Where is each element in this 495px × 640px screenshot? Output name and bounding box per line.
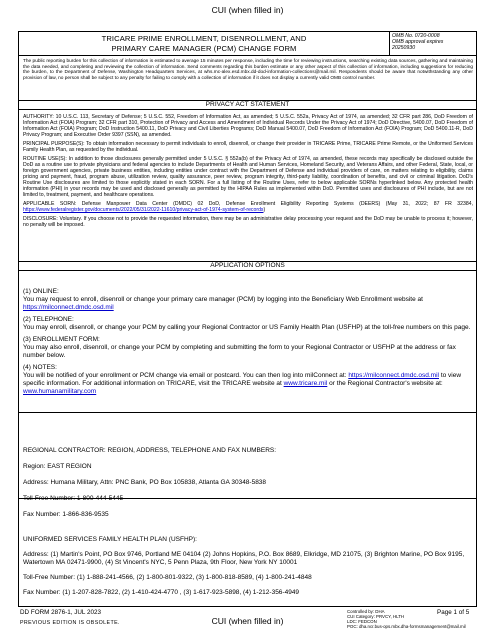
notes-milconnect-link[interactable]: https://milconnect.dmdc.osd.mil: [348, 372, 439, 379]
omb-box: [389, 32, 476, 55]
sorn-end: ): [263, 207, 266, 213]
authority-paragraph: AUTHORITY: 10 U.S.C. 113, Secretary of Defense; 5 U.S.C. 552, Freedom of Information Act, as amended; 5 U.S.C. 552a, Privacy Act of 1974, as amended; 32 CFR part 286, DoD Freedom of Information Act (FOIA) Program; 32 CFR part 310, Protection of Privacy and Access and Amendment of Individual Records Under the Privacy Act of 1974; DoD Directive, 5400.07, DoD Freedom of Information Act (FOIA) Program; DoD Instruction 5400.11, DoD Privacy and Civil Liberties Programs; DoD Manual 5400.07, DoD Freedom of Information Act (FOIA) Program; DoD 5400.11-R, DoD Privacy Program; and Executive Order 9397 (SSN), as amended.: [23, 114, 473, 138]
online-paragraph: [23, 296, 473, 312]
cui-category: CUI Category: PRVCY, HLTH: [347, 614, 405, 619]
online-text: You may request to enroll, disenroll or change your primary care manager (PCM) by logging into the Beneficiary Web Enrollment website at: [23, 296, 423, 303]
poc: POC: dha.ncr.bus-ops.mbx.dha-formsmanagement@mail.mil: [347, 624, 466, 629]
privacy-act-heading: PRIVACY ACT STATEMENT: [19, 100, 476, 110]
humana-military-link[interactable]: www.humanamilitary.com: [23, 388, 97, 395]
notes-heading: (4) NOTES:: [23, 364, 57, 371]
enrollment-form-paragraph: You may also enroll, disenroll, or change your PCM by completing and submitting the form to your Regional Contractor or USFHP at the address or fax number below.: [23, 344, 456, 359]
omb-number: OMB No. 0720-0008: [392, 33, 440, 39]
notes-text-1: You will be notified of your enrollment or PCM change via email or postcard. You can then log into milConnect at:: [23, 372, 347, 379]
regional-address: Address: Humana Military, Attn: PNC Bank, PO Box 105838, Atlanta GA 30348-5838: [23, 479, 267, 486]
omb-expires-date: 20250930: [392, 45, 416, 51]
notes-paragraph: [23, 372, 473, 396]
burden-statement: The public reporting burden for this collection of information is estimated to average 15 minutes per response, including the time for reviewing instructions, searching existing data sources, gathering and maintaining the data needed, and completing and reviewing the collection of information. Send comments regarding this burden estimate or any other aspect of this collection of information, including suggestions for reducing the burden, to the Department of Defense, Washington Headquarters Services, at whs.mc-alex.esd.mbx.dd-dod-information-collections@mail.mil. Respondents should be aware that notwithstanding any other provision of law, no person shall be subject to any penalty for failing to comply with a collection of information if it does not display a currently valid OMB control number.: [23, 59, 473, 81]
form-frame: [18, 31, 477, 607]
usfhp-fax: Fax Number: (1) 1-207-828-7822, (2) 1-410-424-4770 , (3) 1-617-923-5898, (4) 1-212-356-4949: [23, 589, 300, 596]
usfhp-heading: UNIFORMED SERVICES FAMILY HEALTH PLAN (USFHP):: [23, 536, 197, 543]
form-title-row: [19, 32, 476, 56]
routine-uses-paragraph: ROUTINE USE(S): In addition to those disclosures generally permitted under 5 U.S.C. § 552a(b) of the Privacy Act of 1974, as amended, these records may specifically be disclosed outside the DoD as a routine use to private physicians and federal agencies to include Departments of Health and Human Services, Homeland Security, and Veterans Affairs, and other Federal, State, local, or foreign government agencies, private business entities, including entities under contract with the Department of Defense and individual providers of care, on matters relating to eligibility, claims pricing and payment, fraud, program abuse, utilization review, quality assurance, peer review, program integrity, third-party liability, coordination of benefits, and civil or criminal litigation. DoD's Routine Use disclosures are limited to those explicitly stated in each SORN. For a full listing of the Routine Uses, refer to below applicable SORNs hyperlinked below. Any protected health information (PHI) in your records may be used and disclosed generally as permitted by the HIPAA Rules as implemented within DoD. Permitted uses and disclosures of PHI include, but are not limited to, treatment, payment, and healthcare operations.: [23, 156, 473, 198]
tricare-link[interactable]: www.tricare.mil: [283, 380, 328, 387]
section-divider-1: [19, 412, 476, 413]
usfhp-section: [23, 536, 473, 604]
notes-text-3: or the Regional Contractor's website at:: [329, 380, 443, 387]
page-number: Page 1 of 5: [437, 609, 470, 616]
application-options-section: [23, 284, 473, 397]
form-number: DD FORM 2876-1, JUL 2023: [20, 609, 101, 616]
cui-marking-top: CUI (when filled in): [211, 5, 284, 15]
section-divider-2: [19, 498, 476, 499]
omb-expires-label: OMB approval expires: [392, 39, 444, 45]
form-title-line-2: PRIMARY CARE MANAGER (PCM) CHANGE FORM: [111, 44, 297, 53]
purpose-paragraph: PRINCIPAL PURPOSE(S): To obtain information necessary to permit individuals to enroll, disenroll, or change their provider in TRICARE Prime, TRICARE Prime Remote, or the Uniformed Services Family Health Plan, as requested by the individual.: [23, 141, 473, 153]
notes-text-2: to view specific information. For additional information on TRICARE, visit the TRICARE website at: [23, 372, 462, 387]
milconnect-link[interactable]: https://milconnect.dmdc.osd.mil: [23, 304, 114, 311]
regional-fax: Fax Number: 1-866-836-9535: [23, 511, 109, 518]
usfhp-address: Address: (1) Martin's Point, PO Box 9746, Portland ME 04104 (2) Johns Hopkins, P.O. Box 8689, Elkridge, MD 21075, (3) Brighton Marine, PO Box 9195, Watertown MA 02471-9900, (4) St Vincent's NYC, 5 Penn Plaza, 9th Floor, New York NY 10001: [23, 551, 465, 566]
cui-marking-bottom: CUI (when filled in): [211, 616, 284, 626]
enrollment-form-heading: (3) ENROLLMENT FORM:: [23, 336, 100, 343]
application-options-heading: APPLICATION OPTIONS: [19, 261, 476, 271]
sorn-link[interactable]: https://www.federalregister.gov/documents/2022/05/31/2022-11610/privacy-act-of-1974-system-of-records: [23, 207, 264, 213]
regional-contractor-heading: REGIONAL CONTRACTOR: REGION, ADDRESS, TELEPHONE AND FAX NUMBERS:: [23, 447, 277, 454]
sorn-paragraph: [23, 201, 473, 213]
telephone-paragraph: You may enroll, disenroll, or change your PCM by calling your Regional Contractor or US Family Health Plan (USFHP) at the toll-free numbers on this page.: [23, 324, 471, 331]
sorn-text: APPLICABLE SORN: Defense Manpower Data Center (DMDC) 02 DoD, Defense Enrollment Eligibility Reporting Systems (DEERS) (May 31, 2022; 87 FR 32384,: [23, 201, 473, 207]
usfhp-toll-free: Toll-Free Number: (1) 1-888-241-4566, (2) 1-800-801-9322, (3) 1-800-818-8589, (4) 1-800-241-4848: [23, 574, 312, 581]
form-title-line-1: TRICARE PRIME ENROLLMENT, DISENROLLMENT, AND: [101, 34, 307, 43]
region-text: Region: EAST REGION: [23, 463, 92, 470]
online-heading: (1) ONLINE:: [23, 288, 59, 295]
form-title: [19, 34, 389, 54]
edition-notice: PREVIOUS EDITION IS OBSOLETE.: [20, 620, 120, 626]
ldc: LDC: FEDCON: [347, 619, 377, 624]
disclosure-paragraph: DISCLOSURE: Voluntary. If you choose not to provide the requested information, there may be an administrative delay processing your request and the DoD may be unable to process it; however, no penalty will be imposed.: [23, 216, 473, 228]
regional-toll-free: Toll-Free Number: 1-800-444-5445: [23, 495, 124, 502]
privacy-act-section: [23, 114, 473, 231]
regional-contractor-section: [23, 447, 473, 527]
telephone-heading: (2) TELEPHONE:: [23, 316, 74, 323]
controlled-by: Controlled by: DHA: [347, 609, 385, 614]
